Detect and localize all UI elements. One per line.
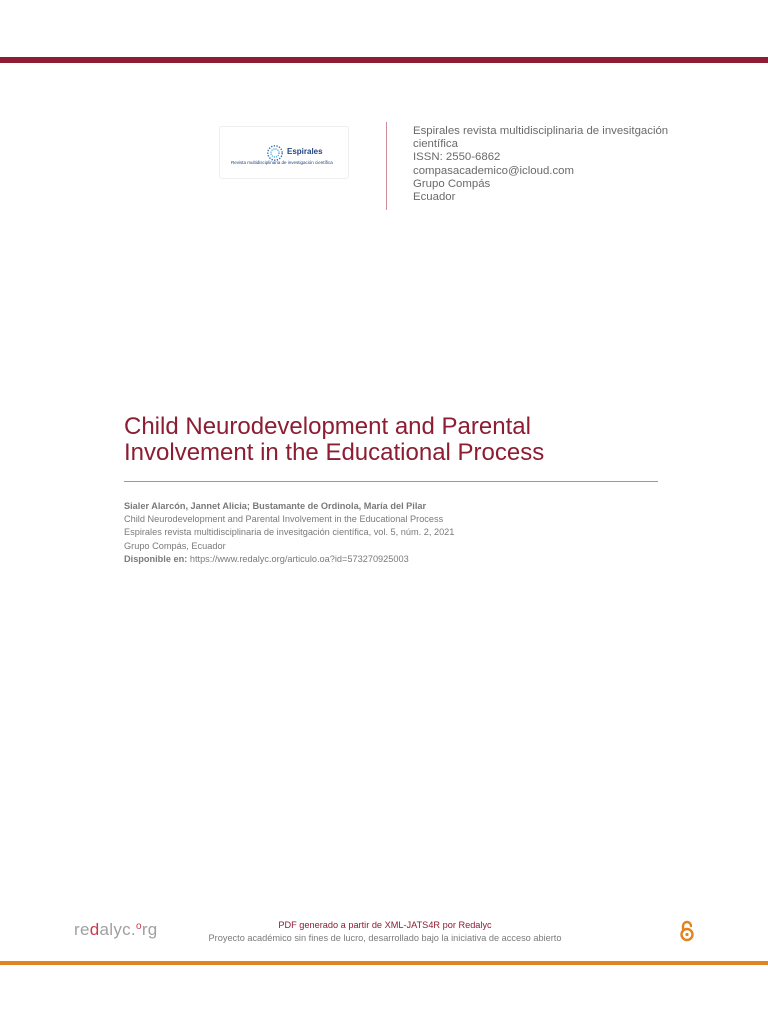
journal-email[interactable]: compasacademico@icloud.com — [413, 164, 574, 177]
citation-authors: Sialer Alarcón, Jannet Alicia; Bustamante de Ordinola, María del Pilar — [124, 501, 427, 511]
header-divider — [386, 122, 387, 210]
article-title — [124, 414, 684, 466]
journal-logo — [219, 126, 349, 179]
available-url[interactable]: https://www.redalyc.org/articulo.oa?id=573270925003 — [187, 553, 409, 564]
available-label: Disponible en: — [124, 553, 188, 564]
open-access-icon — [678, 920, 696, 942]
redalyc-logo: redalyc.$^o$rg — [74, 920, 158, 939]
logo-name: Espirales — [287, 147, 323, 156]
title-divider — [124, 481, 658, 482]
journal-publisher: Grupo Compás — [413, 177, 491, 190]
citation-publisher: Grupo Compás, Ecuador — [124, 540, 226, 551]
journal-name-line2: científica — [413, 138, 458, 151]
journal-name-line1: Espirales revista multidisciplinaria de invesitgación — [413, 125, 669, 137]
citation-journal: Espirales revista multidisciplinaria de invesitgación científica, vol. 5, núm. 2, 2021 — [124, 527, 455, 538]
journal-issn: ISSN: 2550-6862 — [413, 151, 501, 164]
citation-availability — [124, 553, 454, 566]
citation-title: Child Neurodevelopment and Parental Involvement in the Educational Process — [124, 514, 444, 525]
footer-text — [170, 919, 600, 944]
top-border-rule — [0, 57, 768, 63]
bottom-border-rule — [0, 961, 768, 965]
journal-country: Ecuador — [413, 191, 456, 204]
footer-line1: PDF generado a partir de XML-JATS4R por Redalyc — [278, 920, 492, 930]
article-title-line1: Child Neurodevelopment and Parental — [124, 413, 531, 440]
citation-block — [124, 500, 454, 566]
footer-line2: Proyecto académico sin fines de lucro, desarrollado bajo la iniciativa de acceso abierto — [208, 932, 562, 943]
journal-info — [413, 125, 713, 204]
logo-tagline: Revista multidisciplinaria de investigación científica — [231, 160, 333, 165]
article-title-line2: Involvement in the Educational Process — [124, 439, 545, 466]
